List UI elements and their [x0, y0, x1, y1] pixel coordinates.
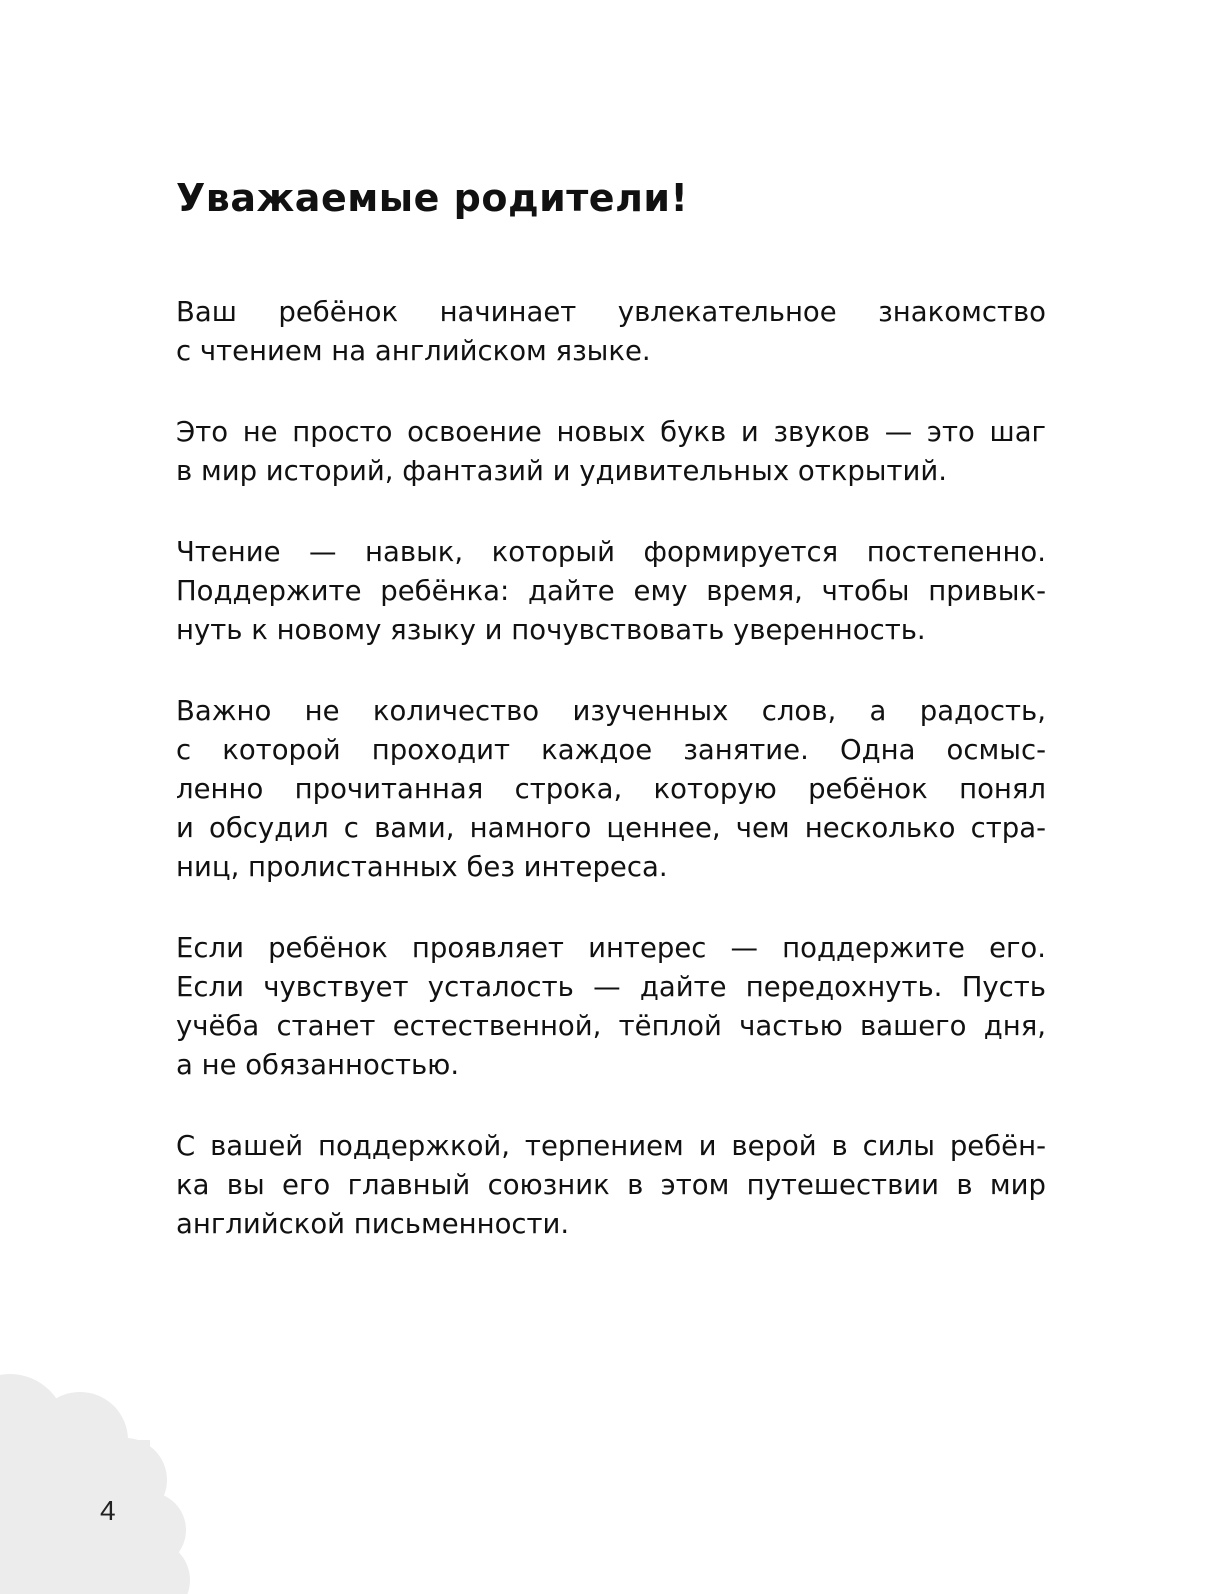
paragraph: [176, 293, 1046, 371]
text-line: ниц, пролистанных без интереса.: [176, 851, 668, 883]
text-line: Поддержите ребёнка: дайте ему время, чтобы привык-: [176, 575, 1046, 607]
text-line: Важно не количество изученных слов, а радость,: [176, 695, 1046, 727]
text-line: Это не просто освоение новых букв и звуков — это шаг: [176, 416, 1046, 448]
text-line: с чтением на английском языке.: [176, 335, 651, 367]
paragraph: [176, 533, 1046, 650]
text-line: и обсудил с вами, намного ценнее, чем несколько стра-: [176, 812, 1046, 844]
text-line: а не обязанностью.: [176, 1049, 460, 1081]
text-line: в мир историй, фантазий и удивительных открытий.: [176, 455, 948, 487]
paragraph: [176, 1127, 1046, 1244]
paragraph: [176, 929, 1046, 1085]
page-corner-cloud-decoration: [0, 0, 200, 1594]
paragraph: [176, 413, 1046, 491]
text-line: ка вы его главный союзник в этом путешествии в мир: [176, 1169, 1046, 1201]
text-line: нуть к новому языку и почувствовать уверенность.: [176, 614, 926, 646]
text-line: с которой проходит каждое занятие. Одна осмыс-: [176, 734, 1046, 766]
text-line: Если чувствует усталость — дайте передохнуть. Пусть: [176, 971, 1046, 1003]
body-text: [176, 293, 1046, 1286]
text-line: Если ребёнок проявляет интерес — поддержите его.: [176, 932, 1046, 964]
text-line: Чтение — навык, который формируется постепенно.: [176, 536, 1046, 568]
text-line: ленно прочитанная строка, которую ребёнок понял: [176, 773, 1046, 805]
text-line: С вашей поддержкой, терпением и верой в силы ребён-: [176, 1130, 1046, 1162]
page-title: Уважаемые родители!: [176, 176, 689, 220]
text-line: английской письменности.: [176, 1208, 570, 1240]
paragraph: [176, 692, 1046, 887]
text-line: учёба станет естественной, тёплой частью вашего дня,: [176, 1010, 1046, 1042]
page-number: 4: [100, 1495, 116, 1526]
text-line: Ваш ребёнок начинает увлекательное знакомство: [176, 296, 1046, 328]
